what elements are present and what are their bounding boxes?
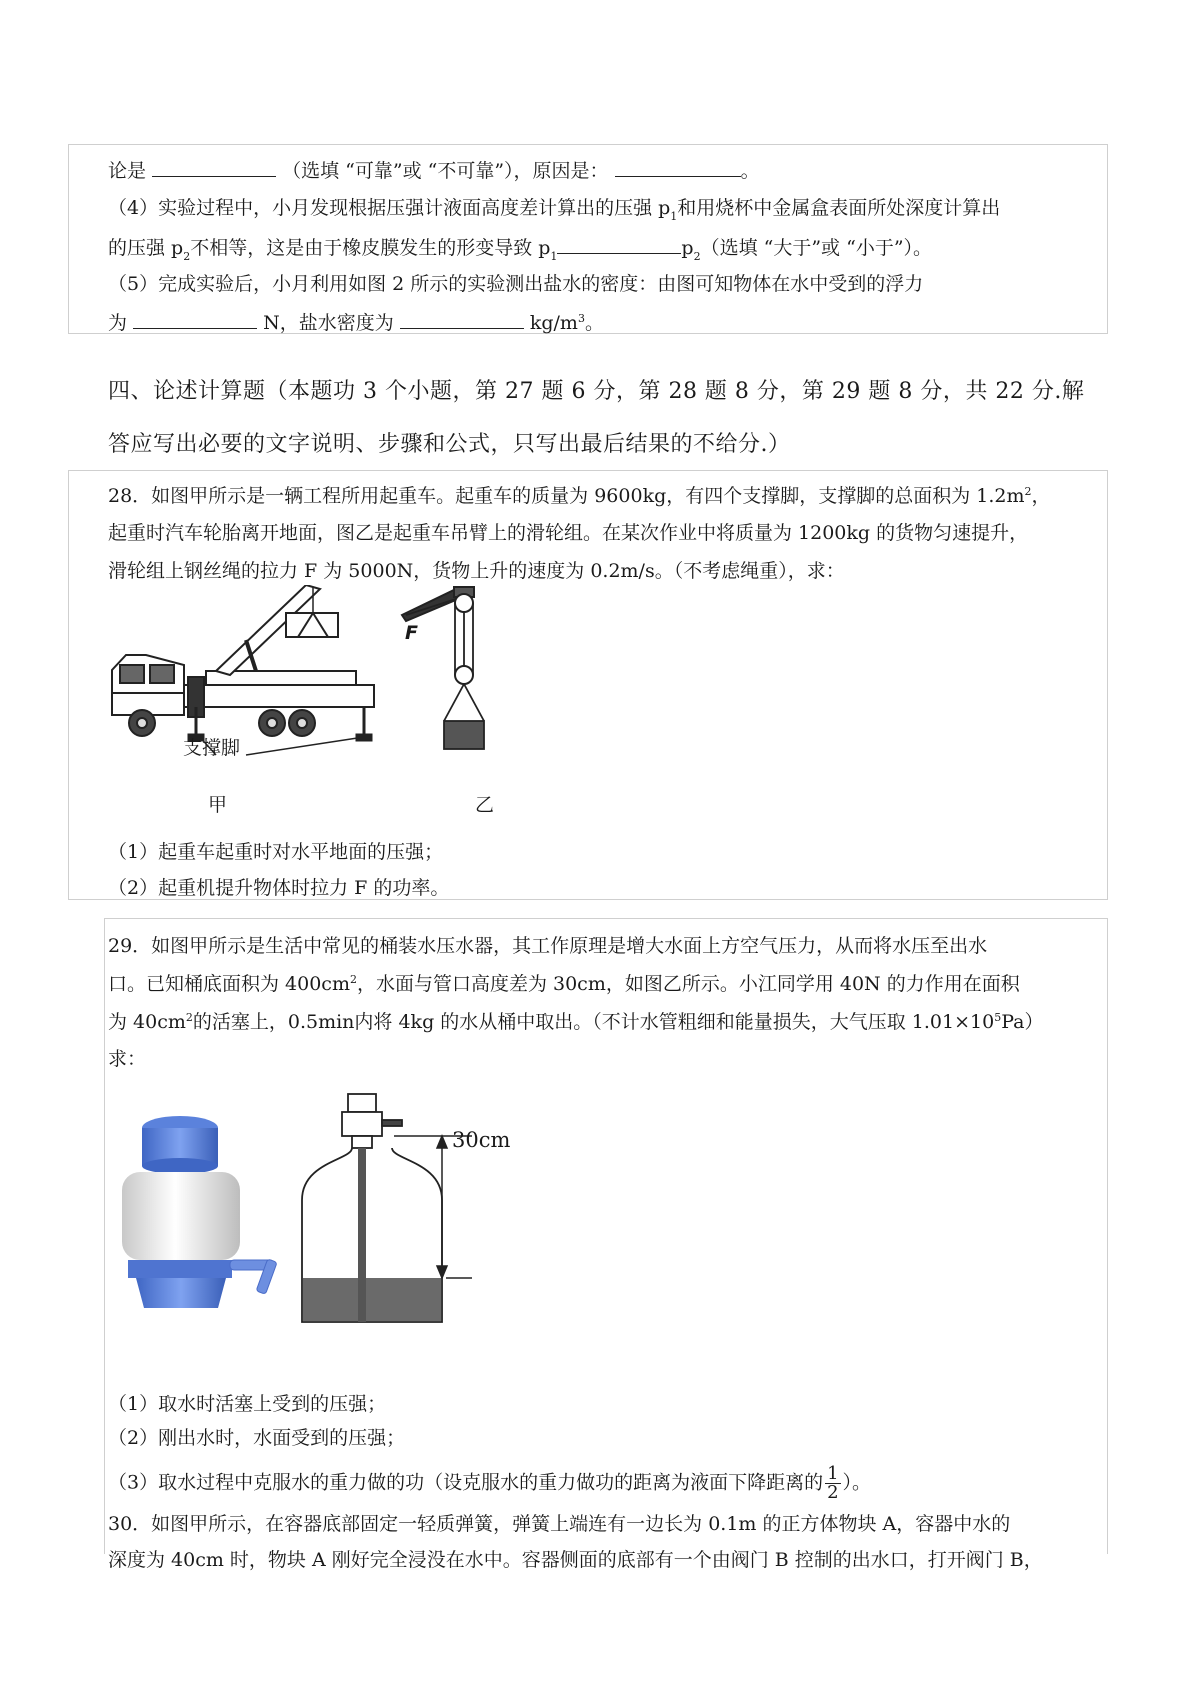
q30-line-2: 深度为 40cm 时，物块 A 刚好完全浸没在水中。容器侧面的底部有一个由阀门 B 控制的出水口，打开阀门 B， [108, 1549, 1043, 1571]
q30-line-1: 30．如图甲所示，在容器底部固定一轻质弹簧，弹簧上端连有一边长为 0.1m 的正方体物块 A，容器中水的 [108, 1513, 1011, 1535]
hanging-load-icon [444, 684, 484, 749]
pump-cap-icon [142, 1116, 218, 1174]
pulley-system-figure [396, 585, 516, 770]
pump-head-icon [342, 1094, 402, 1148]
q29-line-3: 为 $40cm^2$的活塞上，0.5min内将 4kg 的水从桶中取出。（不计水管粗细和能量损失，大气压取 $1.01\times 10^5Pa$） [108, 1011, 1044, 1033]
q27-line-2: （4）实验过程中，小月发现根据压强计液面高度差计算出的压强 $p_1$和用烧杯中金属盒表面所处深度计算出 [108, 197, 1001, 223]
cargo-box-icon [286, 613, 338, 637]
fraction-one-half: $\frac{1}{2}$ [827, 1463, 839, 1503]
water-level [303, 1278, 441, 1321]
q28-sub-1: （1）起重车起重时对水平地面的压强； [108, 841, 444, 863]
figure-jia-label: 甲 [208, 794, 228, 816]
height-30cm-label: 30cm [452, 1128, 511, 1152]
pump-body-icon [122, 1172, 240, 1260]
answer-blank[interactable] [400, 310, 524, 329]
answer-blank[interactable] [133, 310, 257, 329]
q28-line-1: 28．如图甲所示是一辆工程所用起重车。起重车的质量为 9600kg，有四个支撑脚，支撑脚的总面积为 $1.2m^2$， [108, 485, 1051, 507]
q27-line-5: 为 N，盐水密度为 $kg/m^3$。 [108, 312, 604, 334]
water-pipe [358, 1148, 366, 1322]
truck-cab-icon [112, 655, 184, 715]
q29-line-1: 29．如图甲所示是生活中常见的桶装水压水器，其工作原理是增大水面上方空气压力，从而将水压至出水 [108, 935, 988, 957]
q29-line-4: 求： [108, 1048, 147, 1070]
answer-blank[interactable] [615, 158, 741, 177]
q29-sub-1: （1）取水时活塞上受到的压强； [108, 1393, 387, 1415]
truck-body-icon [184, 671, 374, 717]
crane-truck-figure [106, 585, 386, 760]
q29-sub-3: （3）取水过程中克服水的重力做的功（设克服水的重力做功的距离为液面下降距离的 $\frac{1}{2}$ ）。 [108, 1463, 872, 1503]
answer-blank[interactable] [152, 158, 276, 177]
q29-sub-2: （2）刚出水时，水面受到的压强； [108, 1427, 406, 1449]
force-F-label: F [405, 622, 418, 644]
q28-sub-2: （2）起重机提升物体时拉力 F 的功率。 [108, 877, 450, 899]
bucket-diagram [296, 1090, 496, 1330]
water-pump-figure [110, 1110, 300, 1320]
q27-line-3: 的压强 $p_2$不相等，这是由于橡皮膜发生的形变导致 $p_1$ $p_2$（选填 “大于”或 “小于”）。 [108, 237, 933, 263]
support-legs-label: 支撑脚 [183, 737, 241, 759]
section-heading-line-1: 四、论述计算题（本题功 3 个小题，第 27 题 6 分，第 28 题 8 分，第 29 题 8 分，共 22 分.解 [108, 379, 1085, 404]
q27-line-1: 论是 （选填 “可靠”或 “不可靠”），原因是： 。 [108, 160, 760, 182]
section-heading-line-2: 答应写出必要的文字说明、步骤和公式，只写出最后结果的不给分.） [108, 432, 791, 457]
q28-line-2: 起重时汽车轮胎离开地面，图乙是起重车吊臂上的滑轮组。在某次作业中将质量为 1200kg 的货物匀速提升， [108, 522, 1029, 544]
pump-spout-icon [230, 1259, 277, 1294]
height-dimension-lines [394, 1136, 472, 1278]
pump-base-icon [128, 1260, 232, 1308]
q27-line-4: （5）完成实验后，小月利用如图 2 所示的实验测出盐水的密度：由图可知物体在水中受到的浮力 [108, 273, 924, 295]
figure-yi-label: 乙 [475, 794, 495, 816]
answer-blank[interactable] [557, 235, 681, 254]
q28-line-3: 滑轮组上钢丝绳的拉力 F 为 5000N，货物上升的速度为 0.2m/s。（不考虑绳重），求： [108, 560, 845, 582]
q29-line-2: 口。已知桶底面积为 $400cm^2$，水面与管口高度差为 30cm，如图乙所示。小江同学用 40N 的力作用在面积 [108, 973, 1020, 995]
